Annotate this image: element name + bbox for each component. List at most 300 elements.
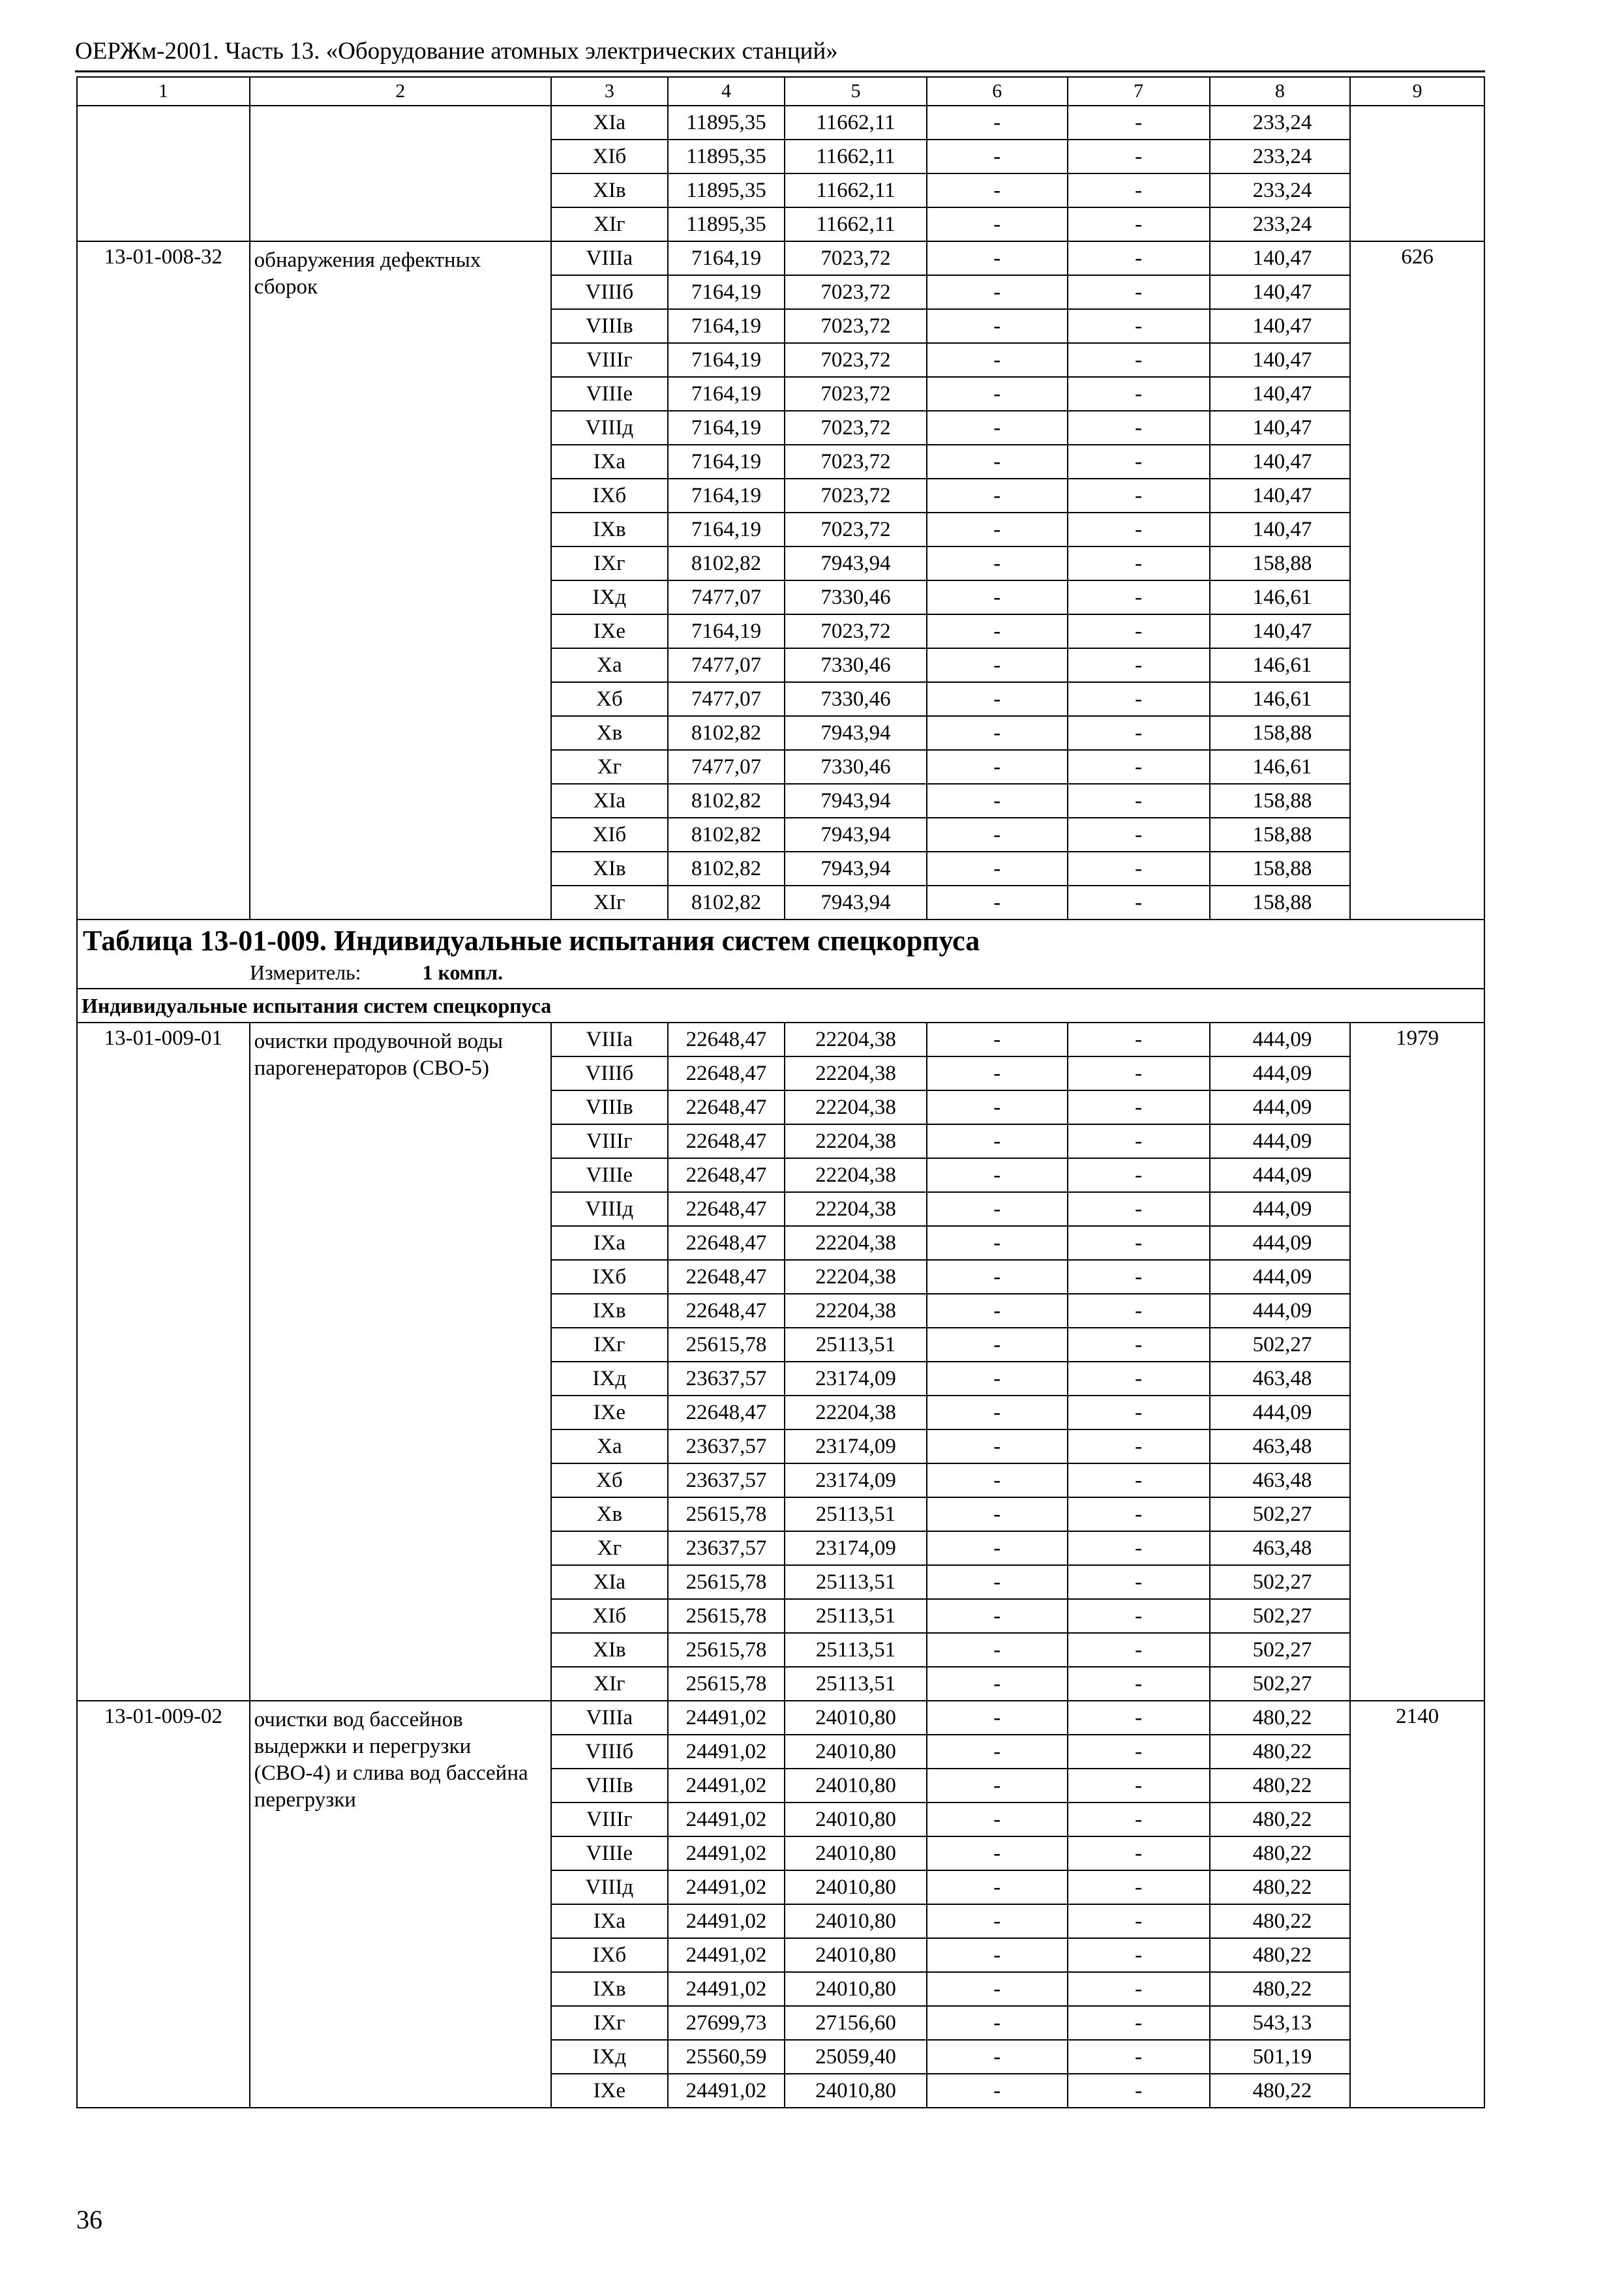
total-cost: 24491,02	[668, 1769, 785, 1803]
column-number: 1	[77, 77, 250, 106]
total-cost: 24491,02	[668, 1701, 785, 1735]
total-cost: 7477,07	[668, 682, 785, 716]
labor-cost: 7023,72	[785, 377, 927, 411]
total-cost: 25615,78	[668, 1599, 785, 1633]
material-cost: 444,09	[1210, 1226, 1351, 1260]
material-cost: 480,22	[1210, 1904, 1351, 1938]
labor-cost: 25113,51	[785, 1328, 927, 1362]
labor-cost: 27156,60	[785, 2006, 927, 2040]
region-category: VIIIе	[551, 377, 668, 411]
machine-cost: -	[927, 1056, 1068, 1090]
machinist-wage: -	[1068, 241, 1210, 275]
machine-cost: -	[927, 106, 1068, 140]
machinist-wage: -	[1068, 1667, 1210, 1701]
material-cost: 502,27	[1210, 1328, 1351, 1362]
machinist-wage: -	[1068, 1633, 1210, 1667]
labor-cost: 7023,72	[785, 241, 927, 275]
total-cost: 25615,78	[668, 1328, 785, 1362]
machine-cost: -	[927, 1023, 1068, 1056]
region-category: Xв	[551, 1497, 668, 1531]
machine-cost: -	[927, 1497, 1068, 1531]
machinist-wage: -	[1068, 716, 1210, 750]
total-cost: 11895,35	[668, 173, 785, 207]
table-row	[77, 106, 1484, 140]
region-category: VIIIа	[551, 1701, 668, 1735]
total-cost: 25615,78	[668, 1497, 785, 1531]
machine-cost: -	[927, 173, 1068, 207]
region-category: VIIIб	[551, 275, 668, 309]
total-cost: 22648,47	[668, 1260, 785, 1294]
labor-cost: 24010,80	[785, 1904, 927, 1938]
meter-label: Измеритель:	[250, 961, 361, 984]
material-cost: 146,61	[1210, 750, 1351, 784]
total-cost: 23637,57	[668, 1362, 785, 1396]
machine-cost: -	[927, 1599, 1068, 1633]
region-category: XIа	[551, 1565, 668, 1599]
total-cost: 24491,02	[668, 1938, 785, 1972]
total-cost: 11895,35	[668, 207, 785, 241]
machinist-wage: -	[1068, 275, 1210, 309]
machine-cost: -	[927, 1701, 1068, 1735]
total-cost: 25615,78	[668, 1667, 785, 1701]
labor-cost: 23174,09	[785, 1531, 927, 1565]
machine-cost: -	[927, 411, 1068, 445]
machine-cost: -	[927, 1565, 1068, 1599]
labor-cost: 22204,38	[785, 1226, 927, 1260]
total-cost: 11895,35	[668, 106, 785, 140]
table-row	[77, 241, 1484, 275]
table-title: Таблица 13-01-009. Индивидуальные испытания систем спецкорпуса	[83, 925, 980, 957]
labor-cost: 7330,46	[785, 750, 927, 784]
region-category: XIб	[551, 1599, 668, 1633]
machinist-wage: -	[1068, 1904, 1210, 1938]
machine-cost: -	[927, 1938, 1068, 1972]
machinist-wage: -	[1068, 445, 1210, 479]
machinist-wage: -	[1068, 1294, 1210, 1328]
item-code	[77, 106, 250, 241]
machine-cost: -	[927, 648, 1068, 682]
material-cost: 502,27	[1210, 1565, 1351, 1599]
machinist-wage: -	[1068, 1769, 1210, 1803]
total-cost: 24491,02	[668, 1972, 785, 2006]
machine-cost: -	[927, 1090, 1068, 1124]
total-cost: 22648,47	[668, 1023, 785, 1056]
machine-cost: -	[927, 275, 1068, 309]
total-cost: 27699,73	[668, 2006, 785, 2040]
labor-cost: 24010,80	[785, 1938, 927, 1972]
machine-cost: -	[927, 207, 1068, 241]
total-cost: 22648,47	[668, 1090, 785, 1124]
machine-cost: -	[927, 1158, 1068, 1192]
machinist-wage: -	[1068, 207, 1210, 241]
column-number: 8	[1210, 77, 1351, 106]
machinist-wage: -	[1068, 1531, 1210, 1565]
region-category: VIIIг	[551, 1124, 668, 1158]
region-category: XIб	[551, 818, 668, 852]
region-category: VIIIе	[551, 1158, 668, 1192]
machine-cost: -	[927, 309, 1068, 343]
region-category: XIв	[551, 173, 668, 207]
labor-cost: 7943,94	[785, 716, 927, 750]
machinist-wage: -	[1068, 411, 1210, 445]
labor-hours: 626	[1350, 241, 1484, 920]
machinist-wage: -	[1068, 1192, 1210, 1226]
total-cost: 8102,82	[668, 716, 785, 750]
material-cost: 140,47	[1210, 513, 1351, 546]
labor-cost: 7943,94	[785, 818, 927, 852]
machine-cost: -	[927, 1124, 1068, 1158]
material-cost: 543,13	[1210, 2006, 1351, 2040]
machine-cost: -	[927, 2006, 1068, 2040]
material-cost: 146,61	[1210, 648, 1351, 682]
labor-cost: 7330,46	[785, 580, 927, 614]
region-category: VIIIа	[551, 1023, 668, 1056]
machine-cost: -	[927, 1328, 1068, 1362]
header-rule	[75, 70, 1485, 72]
column-number: 6	[927, 77, 1068, 106]
material-cost: 140,47	[1210, 479, 1351, 513]
material-cost: 233,24	[1210, 173, 1351, 207]
machinist-wage: -	[1068, 309, 1210, 343]
region-category: IXв	[551, 1294, 668, 1328]
labor-cost: 11662,11	[785, 106, 927, 140]
labor-cost: 22204,38	[785, 1192, 927, 1226]
material-cost: 140,47	[1210, 275, 1351, 309]
region-category: IXд	[551, 580, 668, 614]
material-cost: 480,22	[1210, 1735, 1351, 1769]
machine-cost: -	[927, 1531, 1068, 1565]
region-category: Xа	[551, 1429, 668, 1463]
machinist-wage: -	[1068, 479, 1210, 513]
region-category: IXб	[551, 1260, 668, 1294]
material-cost: 233,24	[1210, 140, 1351, 173]
machinist-wage: -	[1068, 2006, 1210, 2040]
column-number: 4	[668, 77, 785, 106]
region-category: VIIIа	[551, 241, 668, 275]
region-category: XIа	[551, 106, 668, 140]
labor-cost: 25059,40	[785, 2040, 927, 2074]
machinist-wage: -	[1068, 343, 1210, 377]
region-category: VIIIд	[551, 1870, 668, 1904]
total-cost: 7477,07	[668, 580, 785, 614]
region-category: VIIIб	[551, 1056, 668, 1090]
labor-cost: 7943,94	[785, 886, 927, 920]
machinist-wage: -	[1068, 1023, 1210, 1056]
machine-cost: -	[927, 343, 1068, 377]
machinist-wage: -	[1068, 1124, 1210, 1158]
material-cost: 502,27	[1210, 1633, 1351, 1667]
labor-cost: 25113,51	[785, 1667, 927, 1701]
machinist-wage: -	[1068, 1158, 1210, 1192]
material-cost: 444,09	[1210, 1056, 1351, 1090]
material-cost: 158,88	[1210, 886, 1351, 920]
total-cost: 24491,02	[668, 1803, 785, 1836]
labor-cost: 22204,38	[785, 1260, 927, 1294]
item-name	[250, 106, 551, 241]
labor-cost: 7023,72	[785, 411, 927, 445]
material-cost: 140,47	[1210, 377, 1351, 411]
machine-cost: -	[927, 1972, 1068, 2006]
machinist-wage: -	[1068, 1836, 1210, 1870]
machinist-wage: -	[1068, 682, 1210, 716]
total-cost: 7164,19	[668, 275, 785, 309]
meter-line	[82, 959, 1480, 985]
labor-cost: 11662,11	[785, 207, 927, 241]
region-category: Xг	[551, 750, 668, 784]
labor-cost: 23174,09	[785, 1429, 927, 1463]
item-code: 13-01-009-01	[77, 1023, 250, 1701]
labor-cost: 25113,51	[785, 1633, 927, 1667]
machine-cost: -	[927, 1294, 1068, 1328]
item-name: очистки продувочной воды парогенераторов (СВО-5)	[250, 1023, 551, 1701]
machine-cost: -	[927, 580, 1068, 614]
total-cost: 24491,02	[668, 1870, 785, 1904]
total-cost: 22648,47	[668, 1396, 785, 1429]
region-category: XIг	[551, 207, 668, 241]
machine-cost: -	[927, 818, 1068, 852]
machine-cost: -	[927, 377, 1068, 411]
machinist-wage: -	[1068, 140, 1210, 173]
labor-hours	[1350, 106, 1484, 241]
item-code: 13-01-008-32	[77, 241, 250, 920]
material-cost: 444,09	[1210, 1124, 1351, 1158]
labor-cost: 11662,11	[785, 140, 927, 173]
material-cost: 233,24	[1210, 207, 1351, 241]
labor-cost: 24010,80	[785, 1769, 927, 1803]
machine-cost: -	[927, 1667, 1068, 1701]
total-cost: 7164,19	[668, 479, 785, 513]
total-cost: 8102,82	[668, 818, 785, 852]
region-category: Xб	[551, 682, 668, 716]
total-cost: 25615,78	[668, 1565, 785, 1599]
material-cost: 502,27	[1210, 1599, 1351, 1633]
total-cost: 8102,82	[668, 852, 785, 886]
machine-cost: -	[927, 1226, 1068, 1260]
total-cost: 23637,57	[668, 1429, 785, 1463]
total-cost: 7164,19	[668, 411, 785, 445]
total-cost: 7164,19	[668, 614, 785, 648]
machine-cost: -	[927, 1192, 1068, 1226]
material-cost: 480,22	[1210, 1972, 1351, 2006]
machinist-wage: -	[1068, 1429, 1210, 1463]
machine-cost: -	[927, 784, 1068, 818]
labor-hours: 1979	[1350, 1023, 1484, 1701]
total-cost: 23637,57	[668, 1463, 785, 1497]
material-cost: 480,22	[1210, 1803, 1351, 1836]
labor-cost: 7330,46	[785, 648, 927, 682]
machinist-wage: -	[1068, 546, 1210, 580]
region-category: XIг	[551, 886, 668, 920]
labor-cost: 11662,11	[785, 173, 927, 207]
machine-cost: -	[927, 1429, 1068, 1463]
machinist-wage: -	[1068, 1396, 1210, 1429]
material-cost: 480,22	[1210, 1769, 1351, 1803]
labor-hours: 2140	[1350, 1701, 1484, 2108]
total-cost: 7164,19	[668, 309, 785, 343]
machine-cost: -	[927, 682, 1068, 716]
total-cost: 7164,19	[668, 445, 785, 479]
table-title-cell	[77, 920, 1484, 989]
region-category: VIIIд	[551, 1192, 668, 1226]
material-cost: 158,88	[1210, 546, 1351, 580]
region-category: IXв	[551, 513, 668, 546]
labor-cost: 22204,38	[785, 1294, 927, 1328]
machine-cost: -	[927, 1463, 1068, 1497]
labor-cost: 7023,72	[785, 479, 927, 513]
machine-cost: -	[927, 1904, 1068, 1938]
machinist-wage: -	[1068, 784, 1210, 818]
material-cost: 140,47	[1210, 445, 1351, 479]
total-cost: 24491,02	[668, 1836, 785, 1870]
total-cost: 23637,57	[668, 1531, 785, 1565]
page-number: 36	[76, 2205, 102, 2234]
material-cost: 480,22	[1210, 1836, 1351, 1870]
machinist-wage: -	[1068, 106, 1210, 140]
material-cost: 444,09	[1210, 1294, 1351, 1328]
machinist-wage: -	[1068, 1735, 1210, 1769]
machine-cost: -	[927, 1735, 1068, 1769]
table-row	[77, 1023, 1484, 1056]
machine-cost: -	[927, 614, 1068, 648]
total-cost: 22648,47	[668, 1192, 785, 1226]
machinist-wage: -	[1068, 648, 1210, 682]
material-cost: 463,48	[1210, 1429, 1351, 1463]
total-cost: 7164,19	[668, 343, 785, 377]
labor-cost: 24010,80	[785, 1972, 927, 2006]
total-cost: 7477,07	[668, 750, 785, 784]
material-cost: 444,09	[1210, 1396, 1351, 1429]
region-category: IXг	[551, 546, 668, 580]
region-category: IXе	[551, 1396, 668, 1429]
column-number: 5	[785, 77, 927, 106]
section-header-row	[77, 989, 1484, 1023]
machine-cost: -	[927, 479, 1068, 513]
region-category: IXе	[551, 2074, 668, 2108]
machinist-wage: -	[1068, 1463, 1210, 1497]
machinist-wage: -	[1068, 1056, 1210, 1090]
labor-cost: 23174,09	[785, 1362, 927, 1396]
region-category: VIIIв	[551, 1769, 668, 1803]
labor-cost: 24010,80	[785, 1735, 927, 1769]
material-cost: 480,22	[1210, 2074, 1351, 2108]
material-cost: 140,47	[1210, 309, 1351, 343]
machinist-wage: -	[1068, 886, 1210, 920]
machinist-wage: -	[1068, 1090, 1210, 1124]
machinist-wage: -	[1068, 1972, 1210, 2006]
page-header-title: ОЕРЖм-2001. Часть 13. «Оборудование атомных электрических станций»	[75, 38, 838, 65]
machinist-wage: -	[1068, 852, 1210, 886]
region-category: Xв	[551, 716, 668, 750]
column-number: 3	[551, 77, 668, 106]
labor-cost: 7023,72	[785, 614, 927, 648]
material-cost: 502,27	[1210, 1667, 1351, 1701]
labor-cost: 24010,80	[785, 2074, 927, 2108]
region-category: IXб	[551, 1938, 668, 1972]
material-cost: 146,61	[1210, 682, 1351, 716]
item-name: обнаружения дефектных сборок	[250, 241, 551, 920]
labor-cost: 7023,72	[785, 513, 927, 546]
machinist-wage: -	[1068, 614, 1210, 648]
machinist-wage: -	[1068, 750, 1210, 784]
machinist-wage: -	[1068, 1565, 1210, 1599]
region-category: VIIIг	[551, 1803, 668, 1836]
machine-cost: -	[927, 1362, 1068, 1396]
region-category: IXв	[551, 1972, 668, 2006]
machine-cost: -	[927, 1803, 1068, 1836]
labor-cost: 22204,38	[785, 1090, 927, 1124]
material-cost: 158,88	[1210, 852, 1351, 886]
machinist-wage: -	[1068, 1599, 1210, 1633]
machine-cost: -	[927, 852, 1068, 886]
region-category: VIIIг	[551, 343, 668, 377]
material-cost: 463,48	[1210, 1463, 1351, 1497]
section-header: Индивидуальные испытания систем спецкорпуса	[77, 989, 1484, 1023]
region-category: VIIIб	[551, 1735, 668, 1769]
material-cost: 158,88	[1210, 784, 1351, 818]
material-cost: 140,47	[1210, 241, 1351, 275]
price-table-body	[77, 77, 1484, 2108]
machinist-wage: -	[1068, 513, 1210, 546]
total-cost: 22648,47	[668, 1056, 785, 1090]
machine-cost: -	[927, 1260, 1068, 1294]
material-cost: 480,22	[1210, 1938, 1351, 1972]
machinist-wage: -	[1068, 1938, 1210, 1972]
material-cost: 444,09	[1210, 1023, 1351, 1056]
region-category: IXг	[551, 2006, 668, 2040]
labor-cost: 22204,38	[785, 1056, 927, 1090]
region-category: XIв	[551, 1633, 668, 1667]
total-cost: 8102,82	[668, 784, 785, 818]
material-cost: 140,47	[1210, 614, 1351, 648]
material-cost: 233,24	[1210, 106, 1351, 140]
region-category: IXд	[551, 2040, 668, 2074]
machine-cost: -	[927, 445, 1068, 479]
material-cost: 158,88	[1210, 716, 1351, 750]
region-category: IXа	[551, 1226, 668, 1260]
labor-cost: 25113,51	[785, 1497, 927, 1531]
machine-cost: -	[927, 716, 1068, 750]
labor-cost: 7943,94	[785, 546, 927, 580]
material-cost: 480,22	[1210, 1701, 1351, 1735]
region-category: VIIIв	[551, 309, 668, 343]
material-cost: 463,48	[1210, 1531, 1351, 1565]
machinist-wage: -	[1068, 1701, 1210, 1735]
region-category: IXг	[551, 1328, 668, 1362]
total-cost: 7164,19	[668, 513, 785, 546]
labor-cost: 24010,80	[785, 1836, 927, 1870]
labor-cost: 22204,38	[785, 1158, 927, 1192]
machine-cost: -	[927, 1836, 1068, 1870]
labor-cost: 22204,38	[785, 1023, 927, 1056]
material-cost: 444,09	[1210, 1192, 1351, 1226]
column-number: 9	[1350, 77, 1484, 106]
region-category: IXе	[551, 614, 668, 648]
machinist-wage: -	[1068, 173, 1210, 207]
labor-cost: 7023,72	[785, 445, 927, 479]
material-cost: 444,09	[1210, 1260, 1351, 1294]
material-cost: 146,61	[1210, 580, 1351, 614]
column-number: 7	[1068, 77, 1210, 106]
labor-cost: 23174,09	[785, 1463, 927, 1497]
material-cost: 480,22	[1210, 1870, 1351, 1904]
total-cost: 11895,35	[668, 140, 785, 173]
item-name: очистки вод бассейнов выдержки и перегрузки (СВО-4) и слива вод бассейна перегрузки	[250, 1701, 551, 2108]
machine-cost: -	[927, 140, 1068, 173]
region-category: VIIIд	[551, 411, 668, 445]
labor-cost: 22204,38	[785, 1396, 927, 1429]
machinist-wage: -	[1068, 2040, 1210, 2074]
machinist-wage: -	[1068, 1226, 1210, 1260]
